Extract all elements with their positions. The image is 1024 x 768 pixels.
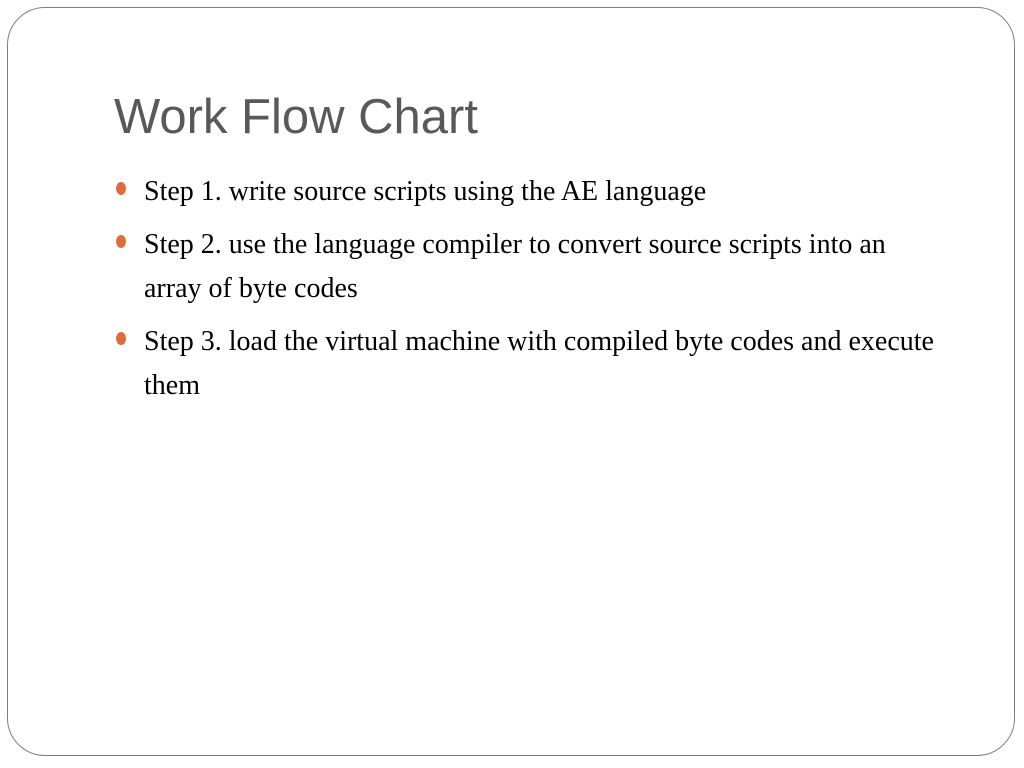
bullet-dot-icon	[116, 332, 126, 345]
bullet-text: Step 1. write source scripts using the AE language	[144, 176, 707, 207]
bullet-text: Step 3. load the virtual machine with compiled byte codes and execute them	[144, 326, 934, 401]
bullet-item-step-2	[114, 223, 934, 311]
bullet-dot-icon	[116, 182, 126, 195]
bullet-dot-icon	[116, 235, 126, 248]
bullet-item-step-1	[114, 170, 934, 214]
bullet-item-step-3	[114, 320, 934, 408]
bullet-text: Step 2. use the language compiler to convert source scripts into an array of byte codes	[144, 229, 886, 304]
bullet-list	[114, 170, 934, 417]
slide-title: Work Flow Chart	[114, 90, 478, 144]
